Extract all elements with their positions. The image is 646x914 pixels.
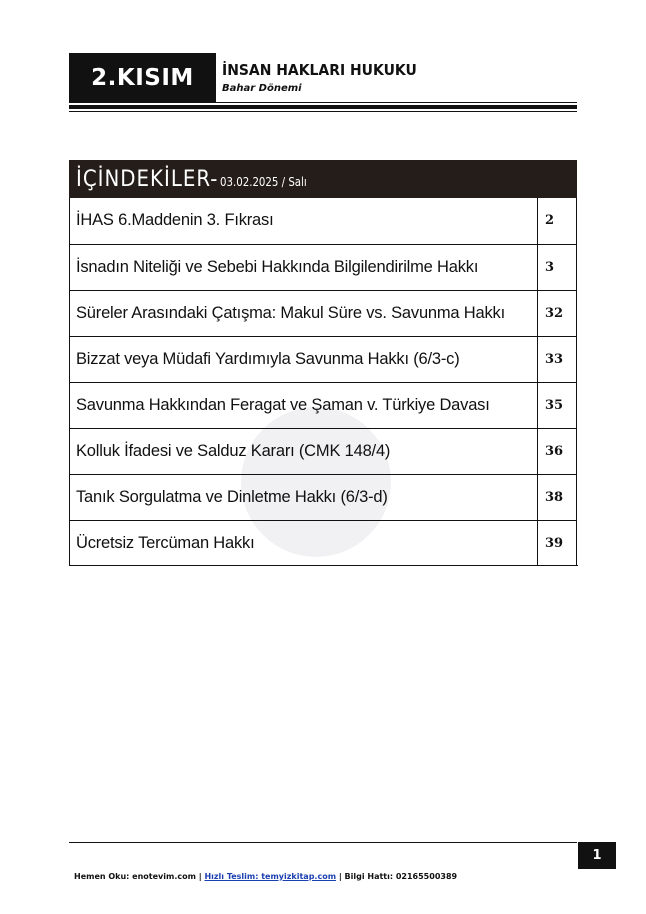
toc-entry-page: 3 (538, 244, 577, 290)
toc-row[interactable] (70, 244, 577, 290)
footer-fast-delivery-link[interactable]: Hızlı Teslim: temyizkitap.com (204, 872, 337, 881)
toc-row[interactable] (70, 428, 577, 474)
toc-entry-title[interactable]: Ücretsiz Tercüman Hakkı (76, 533, 255, 552)
toc-table-bottom-rule (69, 565, 578, 566)
toc-entry-page: 39 (538, 520, 577, 566)
toc-entry-title[interactable]: Savunma Hakkından Feragat ve Şaman v. Türkiye Davası (70, 382, 538, 428)
toc-entry-page: 32 (538, 290, 577, 336)
toc-row[interactable] (70, 290, 577, 336)
course-title: İNSAN HAKLARI HUKUKU (222, 61, 417, 79)
toc-entry-title[interactable]: Süreler Arasındaki Çatışma: Makul Süre vs. Savunma Hakkı (70, 290, 538, 336)
toc-row[interactable] (70, 336, 577, 382)
header-rule-top (216, 102, 577, 103)
toc-header (69, 160, 577, 198)
toc-date: 03.02.2025 / Salı (220, 175, 308, 189)
toc-entry-title[interactable]: Bizzat veya Müdafi Yardımıyla Savunma Hakkı (6/3-c) (70, 336, 538, 382)
toc-entry-page: 2 (538, 198, 577, 244)
page-number: 1 (578, 842, 616, 869)
toc-entry-page: 33 (538, 336, 577, 382)
footer-separator: | (198, 872, 202, 881)
toc-entry-title[interactable]: Tanık Sorgulatma ve Dinletme Hakkı (6/3-d) (70, 474, 538, 520)
toc-entry-page: 35 (538, 382, 577, 428)
footer-line (74, 872, 457, 881)
section-label: 2.KISIM (69, 53, 216, 103)
toc-entry-page: 38 (538, 474, 577, 520)
footer-separator: | (338, 872, 342, 881)
footer-info-line: Bilgi Hattı: 02165500389 (344, 872, 458, 881)
toc-table (69, 198, 577, 566)
toc-row[interactable] (70, 198, 577, 244)
header-rule-thick (69, 105, 577, 109)
header-rule-bottom (69, 111, 577, 112)
footer-rule (69, 842, 577, 843)
toc-row[interactable] (70, 474, 577, 520)
toc-row[interactable] (70, 520, 577, 566)
toc-entry-title[interactable]: İsnadın Niteliği ve Sebebi Hakkında Bilgilendirilme Hakkı (70, 244, 538, 290)
toc-row[interactable] (70, 382, 577, 428)
toc-entry-title[interactable]: Kolluk İfadesi ve Salduz Kararı (CMK 148/4) (70, 428, 538, 474)
footer-read-now: Hemen Oku: enotevim.com (74, 872, 196, 881)
term-label: Bahar Dönemi (222, 83, 302, 94)
toc-entry-page: 36 (538, 428, 577, 474)
toc-entry-title[interactable]: İHAS 6.Maddenin 3. Fıkrası (70, 198, 538, 244)
toc-title: İÇİNDEKİLER- (76, 166, 219, 192)
